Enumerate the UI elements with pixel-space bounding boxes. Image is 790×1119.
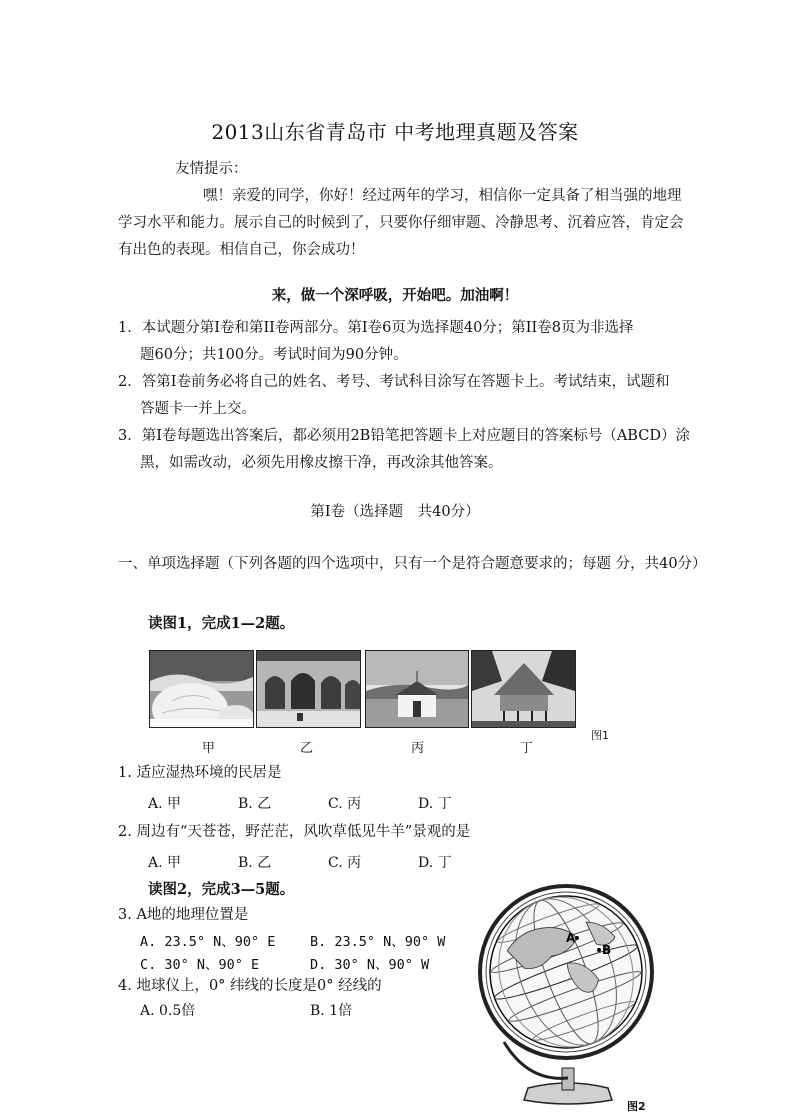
point-a-marker bbox=[575, 936, 579, 940]
greeting-label: 友情提示： bbox=[175, 161, 248, 177]
q2-option-a[interactable]: A. 甲 bbox=[148, 855, 182, 871]
section-title: 第Ⅰ卷（选择题 共40分） bbox=[310, 504, 480, 520]
caption-ding: 丁 bbox=[520, 741, 534, 756]
caption-yi: 乙 bbox=[300, 741, 314, 756]
q3-option-c[interactable]: C. 30° N、90° E bbox=[140, 957, 260, 973]
globe-figure bbox=[478, 872, 660, 1108]
instruction-1-line-1: 1．本试题分第Ⅰ卷和第II卷两部分。第Ⅰ卷6页为选择题40分；第II卷8页为非选择 bbox=[118, 320, 634, 336]
photo-stilt-house bbox=[471, 650, 576, 728]
part-one-heading: 一、单项选择题（下列各题的四个选项中，只有一个是符合题意要求的；每题 分，共40分） bbox=[118, 556, 707, 572]
cheer-text: 来，做一个深呼吸，开始吧。加油啊！ bbox=[271, 287, 519, 304]
q1-option-d[interactable]: D. 丁 bbox=[418, 796, 452, 812]
q3-option-a[interactable]: A. 23.5° N、90° E bbox=[140, 934, 276, 950]
q1-option-a[interactable]: A. 甲 bbox=[148, 796, 182, 812]
q3-option-b[interactable]: B. 23.5° N、90° W bbox=[310, 934, 446, 950]
q4-option-b[interactable]: B. 1倍 bbox=[310, 1003, 353, 1019]
caption-bing: 丙 bbox=[411, 741, 425, 756]
q2-option-c[interactable]: C. 丙 bbox=[328, 855, 362, 871]
fig2-prompt: 读图2，完成3—5题。 bbox=[148, 881, 295, 898]
globe-sphere bbox=[478, 875, 660, 1070]
q2-text: 2. 周边有“天苍苍，野茫茫，风吹草低见牛羊”景观的是 bbox=[118, 824, 471, 840]
q3-option-d[interactable]: D. 30° N、90° W bbox=[310, 957, 430, 973]
fig2-label: 图2 bbox=[627, 1100, 646, 1113]
photo-yurt bbox=[365, 650, 469, 728]
fig1-prompt: 读图1，完成1—2题。 bbox=[148, 615, 295, 632]
q3-text: 3. A地的地理位置是 bbox=[118, 907, 249, 923]
caption-jia: 甲 bbox=[202, 741, 216, 756]
greeting-line-1: 嘿！亲爱的同学，你好！经过两年的学习，相信你一定具备了相当强的地理 bbox=[203, 188, 682, 204]
q1-option-b[interactable]: B. 乙 bbox=[238, 796, 272, 812]
fig1-label: 图1 bbox=[591, 729, 609, 742]
q1-text: 1. 适应湿热环境的民居是 bbox=[118, 765, 282, 781]
instruction-2-line-2: 答题卡一并上交。 bbox=[140, 401, 256, 417]
instruction-2-line-1: 2．答第Ⅰ卷前务必将自己的姓名、考号、考试科目涂写在答题卡上。考试结束，试题和 bbox=[118, 374, 670, 390]
point-b-label: B bbox=[602, 943, 612, 957]
page-title: 2013山东省青岛市 中考地理真题及答案 bbox=[211, 120, 579, 144]
point-b-marker bbox=[597, 948, 601, 952]
photo-cave-dwelling bbox=[256, 650, 361, 728]
greeting-line-3: 有出色的表现。相信自己，你会成功！ bbox=[118, 242, 365, 258]
instruction-3-line-2: 黑，如需改动，必须先用橡皮擦干净，再改涂其他答案。 bbox=[140, 455, 503, 471]
instruction-3-line-1: 3．第Ⅰ卷每题选出答案后，都必须用2B铅笔把答题卡上对应题目的答案标号（ABCD）涂 bbox=[118, 428, 690, 444]
q4-text: 4. 地球仪上，0° 纬线的长度是0° 经线的 bbox=[118, 978, 382, 994]
greeting-line-2: 学习水平和能力。展示自己的时候到了，只要你仔细审题、冷静思考、沉着应答，肯定会 bbox=[118, 215, 684, 231]
photo-igloo bbox=[149, 650, 254, 728]
q2-option-d[interactable]: D. 丁 bbox=[418, 855, 452, 871]
point-a-label: A bbox=[566, 931, 576, 945]
q4-option-a[interactable]: A. 0.5倍 bbox=[140, 1003, 196, 1019]
q2-option-b[interactable]: B. 乙 bbox=[238, 855, 272, 871]
instruction-1-line-2: 题60分；共100分。考试时间为90分钟。 bbox=[140, 347, 408, 363]
q1-option-c[interactable]: C. 丙 bbox=[328, 796, 362, 812]
